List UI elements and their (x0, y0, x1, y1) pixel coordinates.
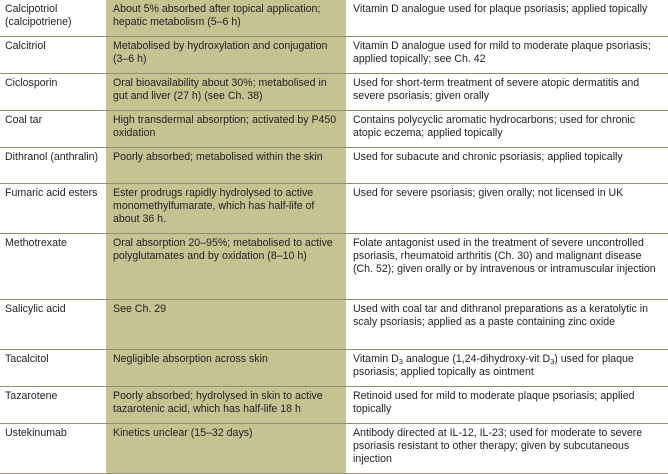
notes-cell: Contains polycyclic aromatic hydrocarbons; used for chronic atopic eczema; applied topically (346, 110, 668, 147)
notes-cell: Antibody directed at IL-12, IL-23; used for moderate to severe psoriasis resistant to other therapy; given by subcutaneous injection (346, 423, 668, 473)
subscript: 3 (398, 356, 403, 366)
table-row (0, 423, 668, 473)
notes-cell (346, 349, 668, 386)
pharmacokinetics-cell: Kinetics unclear (15–32 days) (106, 423, 346, 473)
pharmacokinetics-cell: Poorly absorbed; metabolised within the skin (106, 147, 346, 183)
notes-cell: Retinoid used for mild to moderate plaque psoriasis; applied topically (346, 386, 668, 423)
table-row (0, 147, 668, 183)
table-row (0, 0, 668, 36)
subscript: 3 (550, 356, 555, 366)
notes-cell: Folate antagonist used in the treatment of severe uncontrolled psoriasis, rheumatoid arthritis (Ch. 30) and malignant disease (Ch. 52); given orally or by intravenous or intramuscular injection (346, 233, 668, 299)
notes-cell: Vitamin D analogue used for mild to moderate plaque psoriasis; applied topically; see Ch. 42 (346, 36, 668, 73)
table-row (0, 73, 668, 110)
pharmacokinetics-cell: Ester prodrugs rapidly hydrolysed to active monomethylfumarate, which has half-life of about 36 h. (106, 183, 346, 233)
drug-name: Calcipotriol (calcipotriene) (0, 0, 106, 36)
drug-name: Salicylic acid (0, 299, 106, 349)
table-row (0, 36, 668, 73)
pharmacokinetics-cell: Negligible absorption across skin (106, 349, 346, 386)
pharmacokinetics-cell: Oral absorption 20–95%; metabolised to active polyglutamates and by oxidation (8–10 h) (106, 233, 346, 299)
table-row (0, 386, 668, 423)
pharmacokinetics-cell: Poorly absorbed; hydrolysed in skin to active tazarotenic acid, which has half-life 18 h (106, 386, 346, 423)
table-row (0, 233, 668, 299)
table-row (0, 183, 668, 233)
drug-name: Dithranol (anthralin) (0, 147, 106, 183)
drug-name: Calcitriol (0, 36, 106, 73)
drug-name: Methotrexate (0, 233, 106, 299)
notes-text: analogue (1,24-dihydroxy-vit D (402, 352, 551, 365)
table-row (0, 110, 668, 147)
drug-name: Tacalcitol (0, 349, 106, 386)
notes-text: Vitamin D (353, 352, 399, 365)
drug-name: Fumaric acid esters (0, 183, 106, 233)
drug-name: Ciclosporin (0, 73, 106, 110)
notes-cell: Vitamin D analogue used for plaque psoriasis; applied topically (346, 0, 668, 36)
pharmacokinetics-cell: High transdermal absorption; activated by P450 oxidation (106, 110, 346, 147)
notes-cell: Used for short-term treatment of severe atopic dermatitis and severe psoriasis; given orally (346, 73, 668, 110)
table-row (0, 299, 668, 349)
notes-cell: Used with coal tar and dithranol preparations as a keratolytic in scaly psoriasis; applied as a paste containing zinc oxide (346, 299, 668, 349)
pharmacokinetics-cell: Oral bioavailability about 30%; metabolised in gut and liver (27 h) (see Ch. 38) (106, 73, 346, 110)
drug-name: Coal tar (0, 110, 106, 147)
drug-name: Ustekinumab (0, 423, 106, 473)
pharmacokinetics-cell: About 5% absorbed after topical application; hepatic metabolism (5–6 h) (106, 0, 346, 36)
pharmacokinetics-cell: See Ch. 29 (106, 299, 346, 349)
drug-name: Tazarotene (0, 386, 106, 423)
notes-text: ) used for plaque psoriasis; applied topically as ointment (353, 352, 634, 378)
pharmacokinetics-cell: Metabolised by hydroxylation and conjugation (3–6 h) (106, 36, 346, 73)
table-row (0, 349, 668, 386)
notes-cell: Used for subacute and chronic psoriasis; applied topically (346, 147, 668, 183)
notes-cell: Used for severe psoriasis; given orally; not licensed in UK (346, 183, 668, 233)
